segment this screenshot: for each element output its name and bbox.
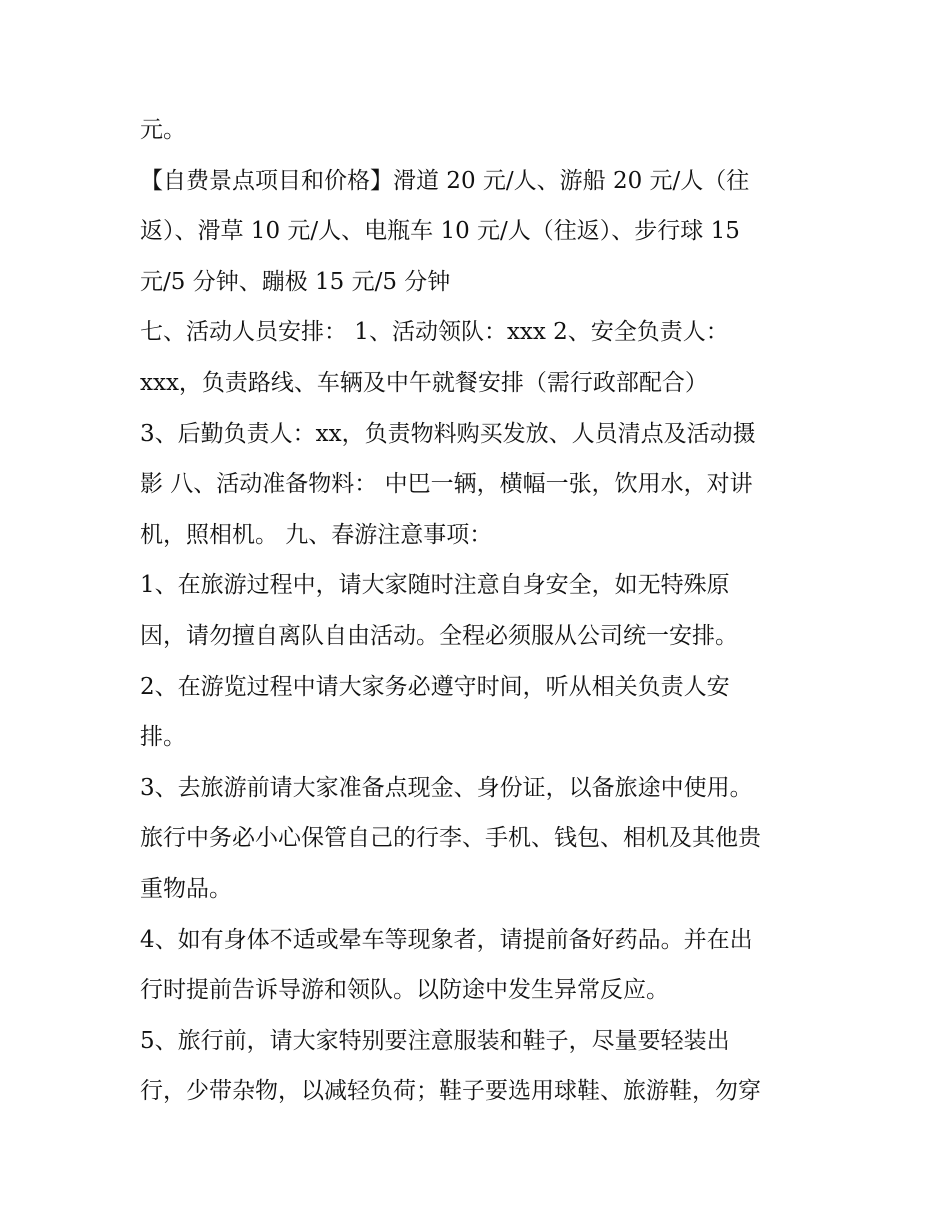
text-line: 5、旅行前，请大家特别要注意服装和鞋子，尽量要轻装出 bbox=[140, 1027, 730, 1054]
text-line: 影 八、活动准备物料： 中巴一辆，横幅一张，饮用水，对讲 bbox=[140, 471, 753, 498]
text-line: 排。 bbox=[140, 724, 186, 751]
text-line: 3、后勤负责人：xx，负责物料购买发放、人员清点及活动摄 bbox=[140, 420, 756, 447]
text-line: 元/5 分钟、蹦极 15 元/5 分钟 bbox=[140, 268, 451, 295]
text-line: 旅行中务必小心保管自己的行李、手机、钱包、相机及其他贵 bbox=[140, 825, 761, 852]
text-line: 因，请勿擅自离队自由活动。全程必须服从公司统一安排。 bbox=[140, 622, 738, 649]
text-line: 4、如有身体不适或晕车等现象者，请提前备好药品。并在出 bbox=[140, 926, 753, 953]
text-line: 行时提前告诉导游和领队。以防途中发生异常反应。 bbox=[140, 977, 669, 1004]
text-line: 行，少带杂物，以减轻负荷；鞋子要选用球鞋、旅游鞋，勿穿 bbox=[140, 1078, 761, 1105]
body-text bbox=[140, 105, 830, 1117]
text-line: 元。 bbox=[140, 117, 186, 143]
text-line: 【自费景点项目和价格】滑道 20 元/人、游船 20 元/人（往 bbox=[140, 167, 750, 194]
text-line: 1、在旅游过程中，请大家随时注意自身安全，如无特殊原 bbox=[140, 572, 730, 599]
text-line: 机，照相机。 九、春游注意事项： bbox=[140, 521, 493, 548]
text-line: 重物品。 bbox=[140, 875, 232, 902]
text-line: 返）、滑草 10 元/人、电瓶车 10 元/人（往返）、步行球 15 bbox=[140, 218, 740, 245]
text-line: xxx，负责路线、车辆及中午就餐安排（需行政部配合） bbox=[140, 369, 708, 396]
text-line: 2、在游览过程中请大家务必遵守时间，听从相关负责人安 bbox=[140, 673, 730, 700]
text-line: 3、去旅游前请大家准备点现金、身份证，以备旅途中使用。 bbox=[140, 774, 753, 801]
text-line: 七、活动人员安排： 1、活动领队：xxx 2、安全负责人： bbox=[140, 319, 729, 346]
